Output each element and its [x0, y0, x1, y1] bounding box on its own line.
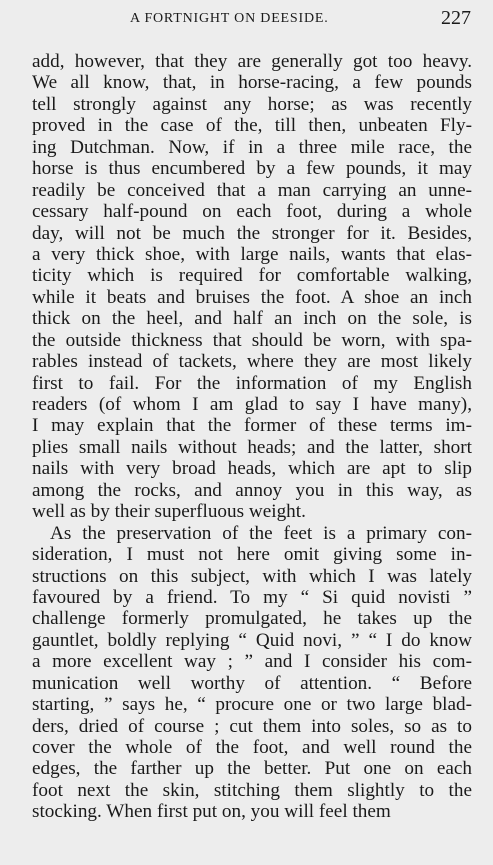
text-line: We all know, that, in horse-racing, a few pounds — [32, 72, 472, 94]
text-line: a very thick shoe, with large nails, wants that elas- — [32, 243, 472, 265]
text-line: As the preservation of the feet is a primary con- — [50, 522, 472, 544]
text-line: cessary half-pound on each foot, during a whole — [32, 201, 472, 223]
text-line: I may explain that the former of these terms im- — [32, 415, 472, 437]
text-line: gauntlet, boldly replying “ Quid novi, ” “ I do know — [32, 629, 472, 651]
text-line: while it beats and bruises the foot. A shoe an inch — [32, 286, 472, 308]
text-line: readers (of whom I am glad to say I have many), — [32, 394, 472, 415]
text-line: the outside thickness that should be worn, with spa- — [32, 329, 472, 351]
text-line: well as by their superfluous weight. — [32, 501, 306, 523]
text-line: tell strongly against any horse; as was recently — [32, 93, 472, 115]
page-number: 227 — [441, 7, 471, 29]
text-line: proved in the case of the, till then, unbeaten Fly- — [32, 115, 472, 137]
text-line: add, however, that they are generally got too heavy. — [32, 51, 472, 72]
text-line: sideration, I must not here omit giving some in- — [32, 544, 472, 566]
text-line: favoured by a friend. To my “ Si quid novisti ” — [32, 586, 472, 608]
text-line: first to fail. For the information of my English — [32, 372, 472, 394]
body-text — [32, 51, 472, 823]
running-title: A FORTNIGHT ON DEESIDE. — [130, 11, 329, 26]
text-line: rables instead of tackets, where they are most likely — [32, 351, 472, 373]
text-line: a more excellent way ; ” and I consider his com- — [32, 651, 472, 673]
text-line: edges, the farther up the better. Put one on each — [32, 758, 472, 780]
text-line: munication well worthy of attention. “ Before — [32, 672, 472, 694]
text-line: ing Dutchman. Now, if in a three mile race, the — [32, 136, 472, 158]
text-line: cover the whole of the foot, and well round the — [32, 737, 472, 758]
text-line: ders, dried of course ; cut them into soles, so as to — [32, 715, 472, 737]
text-line: horse is thus encumbered by a few pounds, it may — [32, 158, 472, 180]
text-line: nails with very broad heads, which are apt to slip — [32, 458, 472, 480]
text-line: readily be conceived that a man carrying an unne- — [32, 179, 472, 201]
text-line: day, will not be much the stronger for it. Besides, — [32, 222, 472, 244]
text-line: stocking. When first put on, you will feel them — [32, 801, 391, 823]
page-header — [0, 6, 493, 34]
text-line: among the rocks, and annoy you in this way, as — [32, 479, 472, 501]
text-line: structions on this subject, with which I was lately — [32, 565, 472, 587]
text-line: foot next the skin, stitching them slightly to the — [32, 779, 472, 801]
text-line: challenge formerly promulgated, he takes up the — [32, 608, 472, 630]
text-line: thick on the heel, and half an inch on the sole, is — [32, 308, 472, 330]
text-line: ticity which is required for comfortable walking, — [32, 265, 472, 287]
text-line: plies small nails without heads; and the latter, short — [32, 436, 472, 458]
text-line: starting, ” says he, “ procure one or two large blad- — [32, 694, 472, 716]
